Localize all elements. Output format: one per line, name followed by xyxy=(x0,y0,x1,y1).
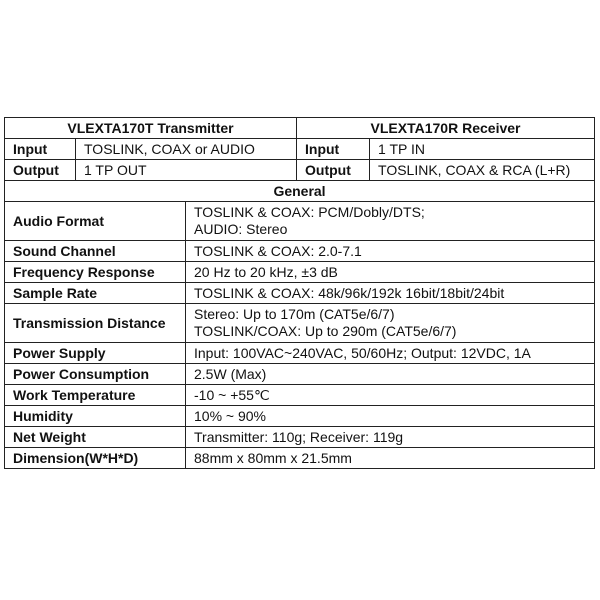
device-title-row xyxy=(5,118,595,139)
spec-value: 10% ~ 90% xyxy=(186,406,595,427)
input-row xyxy=(5,139,595,160)
spec-value xyxy=(186,202,595,241)
spec-row-transmission-distance xyxy=(5,304,595,343)
general-header-row xyxy=(5,181,595,202)
spec-value: Transmitter: 110g; Receiver: 119g xyxy=(186,427,595,448)
transmitter-input-value: TOSLINK, COAX or AUDIO xyxy=(76,139,297,160)
spec-row-dimension xyxy=(5,448,595,469)
spec-value-line: AUDIO: Stereo xyxy=(194,221,288,237)
spec-value-line: Stereo: Up to 170m (CAT5e/6/7) xyxy=(194,306,395,322)
spec-label: Sound Channel xyxy=(5,241,186,262)
spec-label: Transmission Distance xyxy=(5,304,186,343)
output-row xyxy=(5,160,595,181)
spec-label: Audio Format xyxy=(5,202,186,241)
spec-value: -10 ~ +55℃ xyxy=(186,385,595,406)
spec-value-line: TOSLINK & COAX: PCM/Dobly/DTS; xyxy=(194,204,425,220)
spec-row-sound-channel xyxy=(5,241,595,262)
spec-label: Sample Rate xyxy=(5,283,186,304)
transmitter-output-label: Output xyxy=(5,160,76,181)
spec-row-net-weight xyxy=(5,427,595,448)
spec-value: 88mm x 80mm x 21.5mm xyxy=(186,448,595,469)
spec-label: Frequency Response xyxy=(5,262,186,283)
general-title: General xyxy=(5,181,595,202)
spec-row-frequency-response xyxy=(5,262,595,283)
spec-value: 2.5W (Max) xyxy=(186,364,595,385)
spec-row-audio-format xyxy=(5,202,595,241)
spec-row-power-supply xyxy=(5,343,595,364)
spec-label: Net Weight xyxy=(5,427,186,448)
spec-value xyxy=(186,304,595,343)
spec-value: 20 Hz to 20 kHz, ±3 dB xyxy=(186,262,595,283)
spec-row-power-consumption xyxy=(5,364,595,385)
transmitter-output-value: 1 TP OUT xyxy=(76,160,297,181)
transmitter-input-label: Input xyxy=(5,139,76,160)
transmitter-title: VLEXTA170T Transmitter xyxy=(5,118,297,139)
spec-label: Power Supply xyxy=(5,343,186,364)
spec-value: TOSLINK & COAX: 48k/96k/192k 16bit/18bit/24bit xyxy=(186,283,595,304)
spec-row-work-temperature xyxy=(5,385,595,406)
spec-label: Humidity xyxy=(5,406,186,427)
receiver-output-value: TOSLINK, COAX & RCA (L+R) xyxy=(370,160,595,181)
receiver-title: VLEXTA170R Receiver xyxy=(297,118,595,139)
receiver-input-value: 1 TP IN xyxy=(370,139,595,160)
spec-row-sample-rate xyxy=(5,283,595,304)
spec-label: Power Consumption xyxy=(5,364,186,385)
spec-label: Work Temperature xyxy=(5,385,186,406)
receiver-input-label: Input xyxy=(297,139,370,160)
receiver-output-label: Output xyxy=(297,160,370,181)
spec-value: Input: 100VAC~240VAC, 50/60Hz; Output: 12VDC, 1A xyxy=(186,343,595,364)
spec-value-line: TOSLINK/COAX: Up to 290m (CAT5e/6/7) xyxy=(194,323,457,339)
spec-label: Dimension(W*H*D) xyxy=(5,448,186,469)
spec-table xyxy=(4,117,595,469)
spec-value: TOSLINK & COAX: 2.0-7.1 xyxy=(186,241,595,262)
spec-row-humidity xyxy=(5,406,595,427)
